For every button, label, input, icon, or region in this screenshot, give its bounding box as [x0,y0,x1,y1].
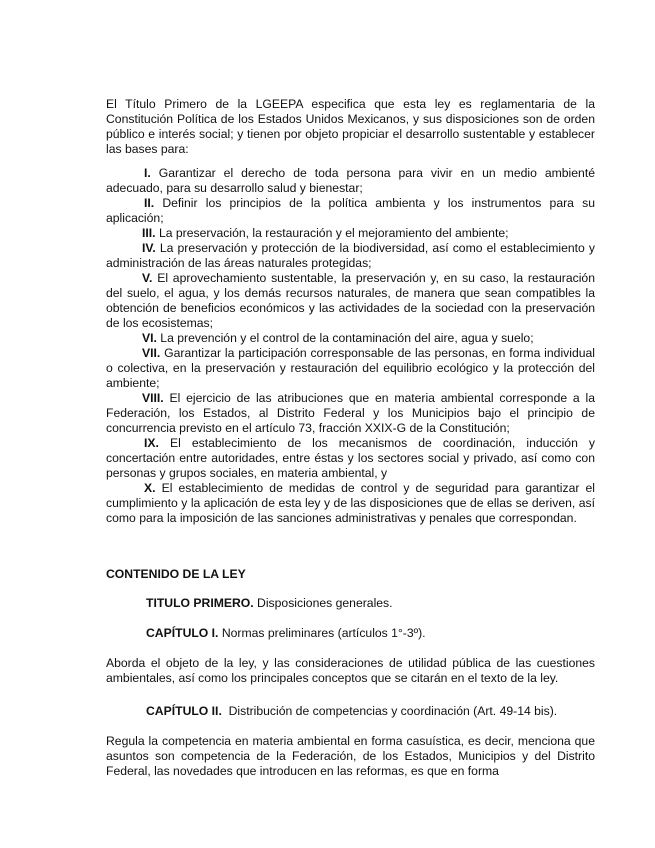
intro-paragraph: El Título Primero de la LGEEPA especifica que esta ley es reglamentaria de la Constitución Política de los Estados Unidos Mexicanos, y sus disposiciones son de orden público e interés social; y tienen por objeto propiciar el desarrollo sustentable y establecer las bases para: [106,97,595,156]
objectives-list [106,166,595,526]
item-number: V. [142,271,153,285]
capitulo-2-text: Distribución de competencias y coordinación (Art. 49-14 bis). [228,704,558,718]
list-item [106,346,595,391]
item-text: Garantizar la participación corresponsable de las personas, en forma individual o colectiva, en la preservación y restauración del equilibrio ecológico y la protección del ambiente; [106,346,595,390]
item-text: La prevención y el control de la contaminación del aire, agua y suelo; [160,331,534,345]
item-text: El ejercicio de las atribuciones que en materia ambiental corresponde a la Federación, los Estados, al Distrito Federal y los Municipios bajo el principio de concurrencia previsto en el artículo 73, fracción XXIX-G de la Constitución; [106,391,595,435]
list-item [106,226,595,241]
list-item [106,166,595,196]
list-item [106,436,595,481]
item-text: El aprovechamiento sustentable, la preservación y, en su caso, la restauración del suelo, el agua, y los demás recursos naturales, de manera que sean compatibles la obtención de beneficios económicos y las actividades de la sociedad con la preservación de los ecosistemas; [106,271,595,330]
item-text: La preservación, la restauración y el mejoramiento del ambiente; [158,226,509,240]
capitulo-2-label: CAPÍTULO II. [146,704,222,718]
item-text: Garantizar el derecho de toda persona para vivir en un medio ambienté adecuado, para su desarrollo salud y bienestar; [106,166,595,195]
item-number: VII. [142,346,161,360]
list-item [106,331,595,346]
item-number: II. [144,196,155,210]
item-number: X. [144,481,156,495]
item-number: IX. [144,436,159,450]
item-text: El establecimiento de los mecanismos de coordinación, inducción y concertación entre autoridades, entre éstas y los sectores social y privado, así como con personas y grupos sociales, en materia ambiental, y [106,436,595,480]
list-item [106,391,595,436]
item-number: I. [144,166,151,180]
list-item [106,271,595,331]
item-number: VI. [142,331,157,345]
item-text: Definir los principios de la política ambienta y los instrumentos para su aplicación; [106,196,595,225]
list-item [106,481,595,526]
capitulo-1-text: Normas preliminares (artículos 1°-3º). [221,626,426,640]
item-text: El establecimiento de medidas de control y de seguridad para garantizar el cumplimiento y la aplicación de esta ley y de las disposiciones que de ellas se deriven, así como para la imposición de las sanciones administrativas y penales que correspondan. [106,481,596,525]
capitulo-1-description: Aborda el objeto de la ley, y las consideraciones de utilidad pública de las cuestiones ambientales, así como los principales conceptos que se citarán en el texto de la ley. [106,656,595,685]
item-number: III. [142,226,156,240]
capitulo-2-description: Regula la competencia en materia ambiental en forma casuística, es decir, menciona que asuntos son competencia de la Federación, de los Estados, Municipios y del Distrito Federal, las novedades que introducen en las reformas, es que en forma [106,734,595,778]
titulo-heading [146,596,393,611]
item-text: La preservación y protección de la biodiversidad, así como el establecimiento y administración de las áreas naturales protegidas; [106,241,596,270]
list-item [106,196,595,226]
item-number: IV. [142,241,156,255]
item-number: VIII. [142,391,164,405]
capitulo-2-heading [146,704,557,719]
capitulo-1-label: CAPÍTULO I. [146,626,219,640]
titulo-text: Disposiciones generales. [257,596,393,610]
section-title: CONTENIDO DE LA LEY [106,567,246,581]
capitulo-1-heading [146,626,426,641]
list-item [106,241,595,271]
titulo-label: TITULO PRIMERO. [146,596,254,610]
